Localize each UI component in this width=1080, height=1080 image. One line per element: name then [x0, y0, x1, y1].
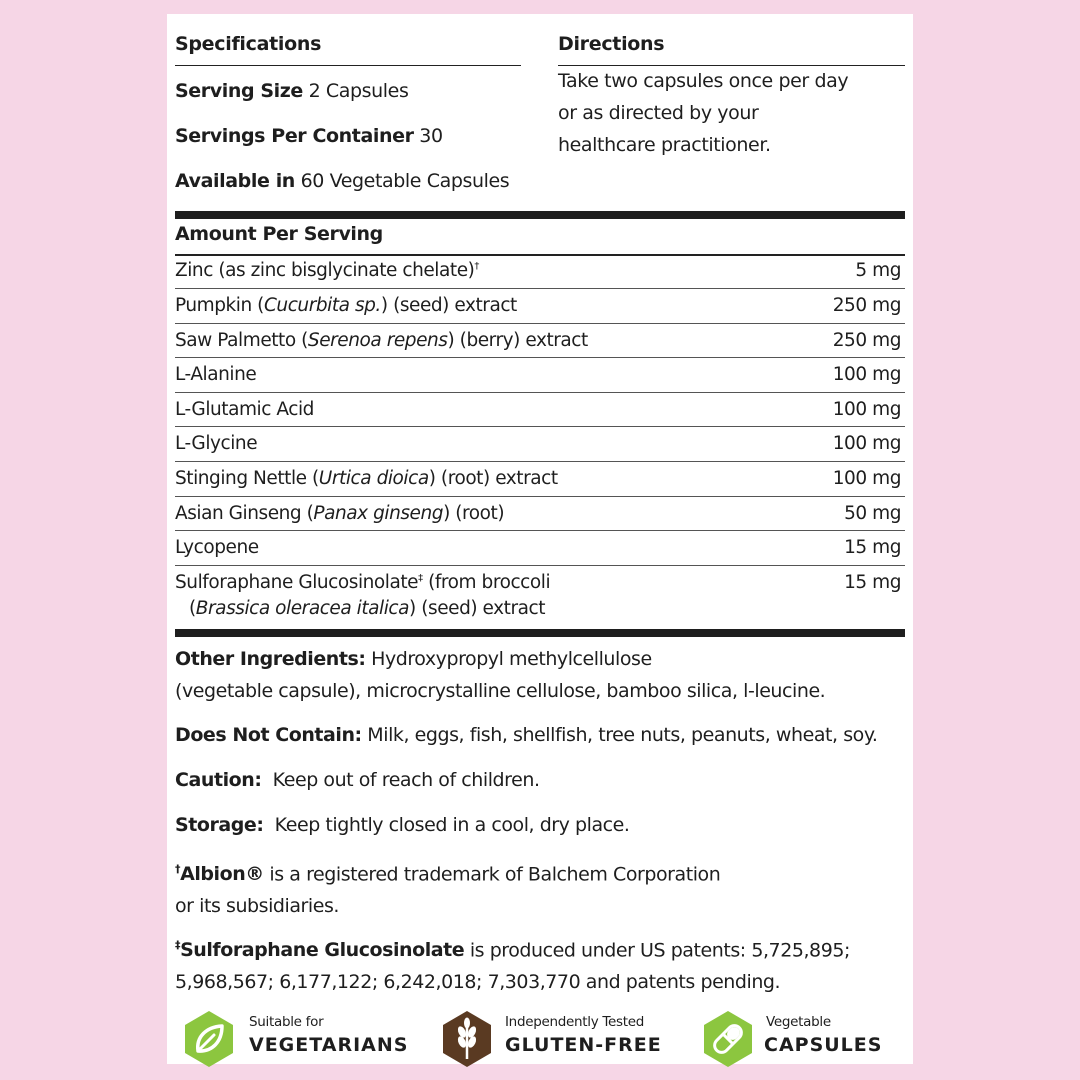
ingredient-name-continued: (from broccoli [422, 571, 551, 593]
sulforaphane-label: Sulforaphane Glucosinolate [180, 939, 465, 962]
footnote-mark: ‡ [418, 572, 423, 584]
ingredient-name [175, 323, 796, 358]
ingredient-name [175, 496, 796, 531]
gluten-free-badge-small: Independently Tested [505, 1014, 645, 1030]
amount-per-serving-heading: Amount Per Serving [175, 223, 383, 245]
sulforaphane-double-dagger: ‡ [175, 939, 181, 952]
albion-line1: is a registered trademark of Balchem Corporation [263, 863, 721, 886]
footnote-mark: † [474, 260, 479, 272]
ingredient-name-text: L-Alanine [175, 364, 257, 386]
gluten-free-badge [437, 1009, 677, 1069]
ingredient-amount: 5 mg [855, 260, 901, 281]
facts-row [175, 531, 905, 566]
gluten-free-badge-big: GLUTEN-FREE [505, 1034, 662, 1056]
facts-row [175, 289, 905, 324]
specifications-heading: Specifications [175, 33, 322, 55]
subline-close: ) (seed) extract [409, 597, 546, 619]
ingredient-botanical-name: Panax ginseng [313, 502, 444, 524]
storage-text: Keep tightly closed in a cool, dry place. [263, 814, 630, 836]
serving-size-value: 2 Capsules [308, 80, 409, 102]
does-not-contain [175, 719, 915, 751]
ingredient-part: ) (root) extract [428, 468, 558, 490]
ingredient-name [175, 531, 796, 566]
capsules-badge-small: Vegetable [766, 1014, 831, 1030]
ingredient-amount: 100 mg [832, 468, 901, 490]
ingredient-name-text: Asian Ginseng ( [175, 502, 314, 524]
capsules-badge-big: CAPSULES [764, 1034, 883, 1056]
albion-label: Albion® [180, 863, 264, 886]
ingredient-name-text: Sulforaphane Glucosinolate [175, 571, 419, 593]
other-ingredients-line2: (vegetable capsule), microcrystalline cellulose, bamboo silica, l-leucine. [175, 680, 826, 702]
ingredient-name-text: Lycopene [175, 537, 259, 559]
capsules-badge [698, 1009, 913, 1069]
ingredient-botanical-name: Cucurbita sp. [263, 295, 381, 317]
ingredient-name [175, 254, 796, 289]
vegetarian-badge [179, 1009, 419, 1069]
serving-size [175, 80, 408, 102]
does-not-contain-label: Does Not Contain: [175, 724, 362, 746]
facts-body [175, 254, 905, 635]
ingredient-name [175, 565, 796, 635]
ingredient-part: ) (seed) extract [380, 295, 517, 317]
ingredient-botanical-name: Brassica oleracea italica [195, 597, 410, 619]
ingredient-part: ) (berry) extract [447, 329, 588, 351]
facts-row [175, 358, 905, 393]
available-in [175, 170, 509, 192]
servings-per-container [175, 125, 443, 147]
facts-row [175, 565, 905, 635]
available-value: 60 Vegetable Capsules [300, 170, 510, 192]
ingredient-name-text: Stinging Nettle ( [175, 468, 319, 490]
supplement-facts-table [175, 254, 905, 635]
storage-label: Storage: [175, 814, 264, 836]
caution [175, 764, 915, 796]
does-not-contain-text: Milk, eggs, fish, shellfish, tree nuts, peanuts, wheat, soy. [361, 724, 878, 746]
ingredient-amount: 15 mg [844, 571, 901, 593]
sulforaphane-line1: is produced under US patents: 5,725,895; [464, 939, 850, 962]
albion-footnote [175, 854, 915, 922]
ingredient-name-text: Pumpkin ( [175, 295, 264, 317]
other-ingredients-label: Other Ingredients: [175, 648, 366, 670]
servings-per-container-value: 30 [419, 125, 443, 147]
ingredient-amount: 100 mg [832, 364, 901, 386]
capsule-icon [698, 1009, 758, 1069]
facts-top-bar [175, 211, 905, 219]
ingredient-name [175, 358, 796, 393]
supplement-label-panel [167, 14, 913, 1064]
ingredient-name [175, 462, 796, 497]
ingredient-amount: 250 mg [832, 329, 901, 351]
facts-row [175, 496, 905, 531]
ingredient-name [175, 392, 796, 427]
vegetarian-badge-small: Suitable for [249, 1014, 324, 1030]
ingredient-name-text: L-Glutamic Acid [175, 398, 314, 420]
facts-row [175, 462, 905, 497]
ingredient-amount: 100 mg [832, 433, 901, 455]
storage [175, 809, 915, 841]
ingredient-amount: 100 mg [832, 398, 901, 420]
caution-label: Caution: [175, 769, 262, 791]
facts-row [175, 254, 905, 289]
ingredient-name-text: Saw Palmetto ( [175, 329, 308, 351]
facts-row [175, 323, 905, 358]
albion-line2: or its subsidiaries. [175, 895, 340, 918]
sulforaphane-footnote [175, 930, 915, 998]
ingredient-subline [175, 598, 796, 619]
leaf-icon [179, 1009, 239, 1069]
facts-row [175, 427, 905, 462]
sulforaphane-line2: 5,968,567; 6,177,122; 6,242,018; 7,303,770 and patents pending. [175, 971, 781, 994]
caution-text: Keep out of reach of children. [261, 769, 540, 791]
ingredient-amount: 50 mg [844, 502, 901, 524]
ingredient-name-text: Zinc (as zinc bisglycinate chelate) [175, 260, 475, 281]
ingredient-botanical-name: Urtica dioica [318, 468, 429, 490]
directions-heading: Directions [558, 33, 665, 55]
available-label: Available in [175, 170, 295, 192]
other-ingredients-line1: Hydroxypropyl methylcellulose [365, 648, 652, 670]
other-ingredients [175, 643, 915, 707]
vegetarian-badge-big: VEGETARIANS [249, 1034, 409, 1056]
ingredient-part: ) (root) [443, 502, 505, 524]
ingredient-name-text: L-Glycine [175, 433, 258, 455]
serving-size-label: Serving Size [175, 80, 303, 102]
wheat-icon [437, 1009, 497, 1069]
directions-text: Take two capsules once per day or as directed by your healthcare practitioner. [558, 70, 849, 156]
ingredient-amount: 250 mg [832, 295, 901, 317]
subline-open: ( [189, 597, 196, 619]
ingredient-name [175, 427, 796, 462]
facts-row [175, 392, 905, 427]
ingredient-amount: 15 mg [844, 537, 901, 559]
ingredient-botanical-name: Serenoa repens [307, 329, 448, 351]
ingredient-name [175, 289, 796, 324]
albion-dagger: † [175, 863, 181, 876]
facts-bottom-bar [175, 629, 905, 637]
servings-per-container-label: Servings Per Container [175, 125, 414, 147]
specifications-rule [175, 65, 521, 66]
